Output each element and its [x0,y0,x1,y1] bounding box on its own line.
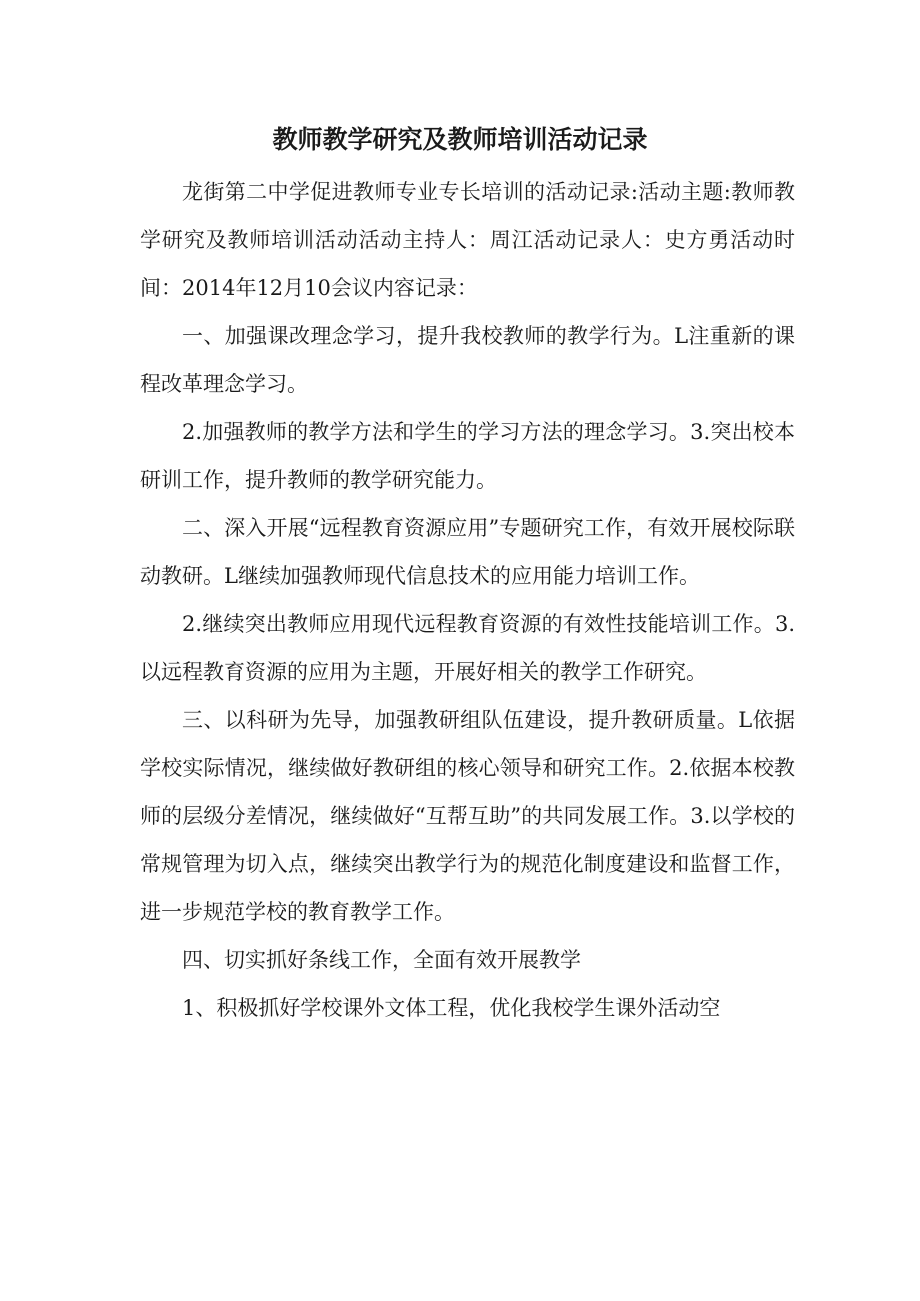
paragraph-section-2-items: 2.继续突出教师应用现代远程教育资源的有效性技能培训工作。3.以远程教育资源的应用为主题，开展好相关的教学工作研究。 [140,612,795,684]
paragraph-section-4: 四、切实抓好条线工作，全面有效开展教学 [182,948,581,972]
paragraph-section-2: 二、深入开展“远程教育资源应用”专题研究工作，有效开展校际联动教研。L继续加强教师现代信息技术的应用能力培训工作。 [140,516,795,588]
paragraph-section-4-item-1: 1、积极抓好学校课外文体工程，优化我校学生课外活动空 [182,996,721,1020]
paragraph-section-3: 三、以科研为先导，加强教研组队伍建设，提升教研质量。L依据学校实际情况，继续做好教研组的核心领导和研究工作。2.依据本校教师的层级分差情况，继续做好“互帮互助”的共同发展工作。3.以学校的常规管理为切入点，继续突出教学行为的规范化制度建设和监督工作，进一步规范学校的教育教学工作。 [140,708,795,924]
paragraph-section-1: 一、加强课改理念学习，提升我校教师的教学行为。L注重新的课程改革理念学习。 [140,324,795,396]
document-title: 教师教学研究及教师培训活动记录 [272,125,648,154]
document-body [140,168,795,1032]
paragraph-section-1-items: 2.加强教师的教学方法和学生的学习方法的理念学习。3.突出校本研训工作，提升教师的教学研究能力。 [140,420,795,492]
paragraph-activity-info: 龙街第二中学促进教师专业专长培训的活动记录:活动主题:教师教学研究及教师培训活动活动主持人：周江活动记录人：史方勇活动时间：2014年12月10会议内容记录： [140,180,795,300]
